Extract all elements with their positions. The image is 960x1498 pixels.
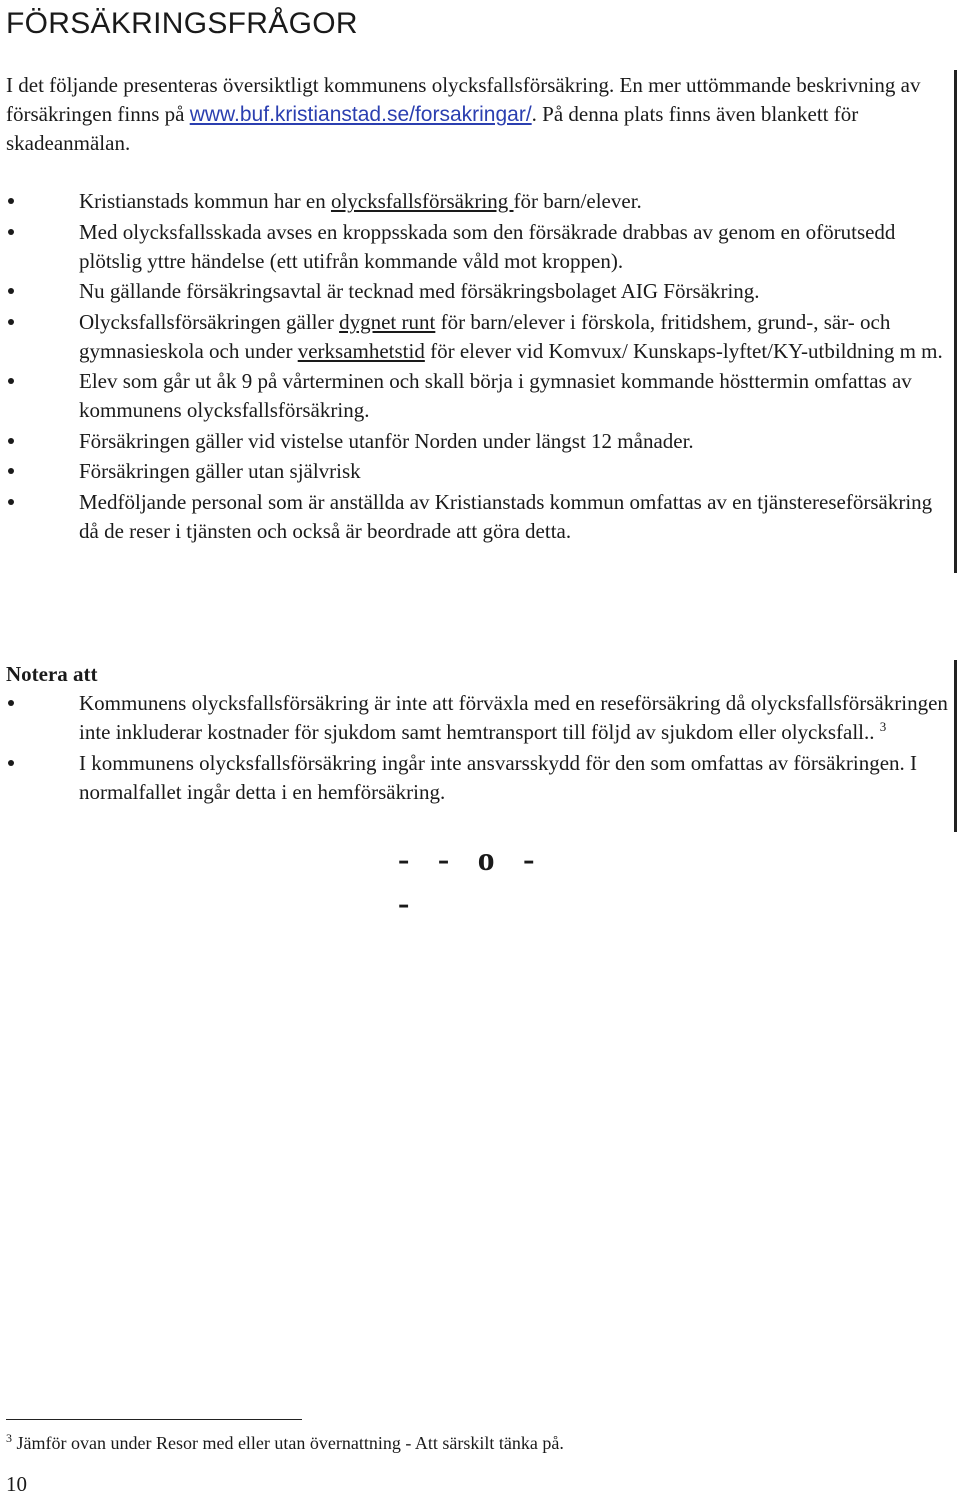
bullet-icon — [8, 438, 14, 444]
list-item: Kristianstads kommun har en olycksfallsförsäkring för barn/elever. — [0, 187, 950, 216]
notera-bullet-list — [0, 689, 950, 808]
bullet-icon — [8, 198, 14, 204]
list-item: Olycksfallsförsäkringen gäller dygnet runt för barn/elever i förskola, fritidshem, grund-, sär- och gymnasieskola och under verksamhetstid för elever vid Komvux/ Kunskaps-lyftet/KY-utbildning m m. — [0, 308, 950, 366]
bullet-icon — [8, 760, 14, 766]
list-item: Försäkringen gäller utan självrisk — [0, 457, 950, 486]
footnote-reference[interactable]: 3 — [879, 719, 887, 734]
page-number: 10 — [6, 1472, 27, 1496]
section-separator: - - o - - — [398, 841, 545, 922]
bullet-icon — [8, 499, 14, 505]
intro-text-after: . På denna plats finns även blankett för skadeanmälan. — [6, 102, 859, 155]
notera-heading: Notera att — [6, 662, 98, 686]
bullet-icon — [8, 319, 14, 325]
list-item: Elev som går ut åk 9 på vårterminen och skall börja i gymnasiet kommande hösttermin omfattas av kommunens olycksfallsförsäkring. — [0, 367, 950, 425]
bullet-icon — [8, 288, 14, 294]
footnote-divider — [6, 1419, 302, 1420]
bullet-icon — [8, 378, 14, 384]
intro-paragraph — [6, 71, 950, 158]
change-bar-main — [954, 70, 957, 573]
page-title: FÖRSÄKRINGSFRÅGOR — [6, 7, 358, 40]
list-item: Med olycksfallsskada avses en kroppsskada som den försäkrade drabbas av genom en oförutsedd plötslig yttre händelse (ett utifrån kommande våld mot kroppen). — [0, 218, 950, 276]
list-item: Nu gällande försäkringsavtal är tecknad med försäkringsbolaget AIG Försäkring. — [0, 277, 950, 306]
footnote-text: Jämför ovan under Resor med eller utan övernattning - Att särskilt tänka på. — [12, 1433, 564, 1453]
footnote-marker: 3 — [6, 1431, 12, 1445]
list-item: Kommunens olycksfallsförsäkring är inte att förväxla med en reseförsäkring då olycksfallsförsäkringen inte inkluderar kostnader för sjukdom samt hemtransport till följd av sjukdom eller olycksfall.. $^3$ — [0, 689, 950, 747]
footnote — [6, 1430, 564, 1456]
intro-text-before: I det följande presenteras översiktligt kommunens olycksfallsförsäkring. En mer uttömmande beskrivning av försäkringen finns på — [6, 73, 921, 126]
insurance-bullet-list — [0, 187, 950, 547]
bullet-icon — [8, 700, 14, 706]
change-bar-notera — [954, 660, 957, 832]
list-item: I kommunens olycksfallsförsäkring ingår inte ansvarsskydd för den som omfattas av försäkringen. I normalfallet ingår detta i en hemförsäkring. — [0, 749, 950, 807]
bullet-icon — [8, 468, 14, 474]
list-item: Medföljande personal som är anställda av Kristianstads kommun omfattas av en tjänstereseförsäkring då de reser i tjänsten och också är beordrade att göra detta. — [0, 488, 950, 546]
list-item: Försäkringen gäller vid vistelse utanför Norden under längst 12 månader. — [0, 427, 950, 456]
bullet-icon — [8, 229, 14, 235]
insurance-link[interactable]: www.buf.kristianstad.se/forsakringar/ — [189, 103, 532, 126]
